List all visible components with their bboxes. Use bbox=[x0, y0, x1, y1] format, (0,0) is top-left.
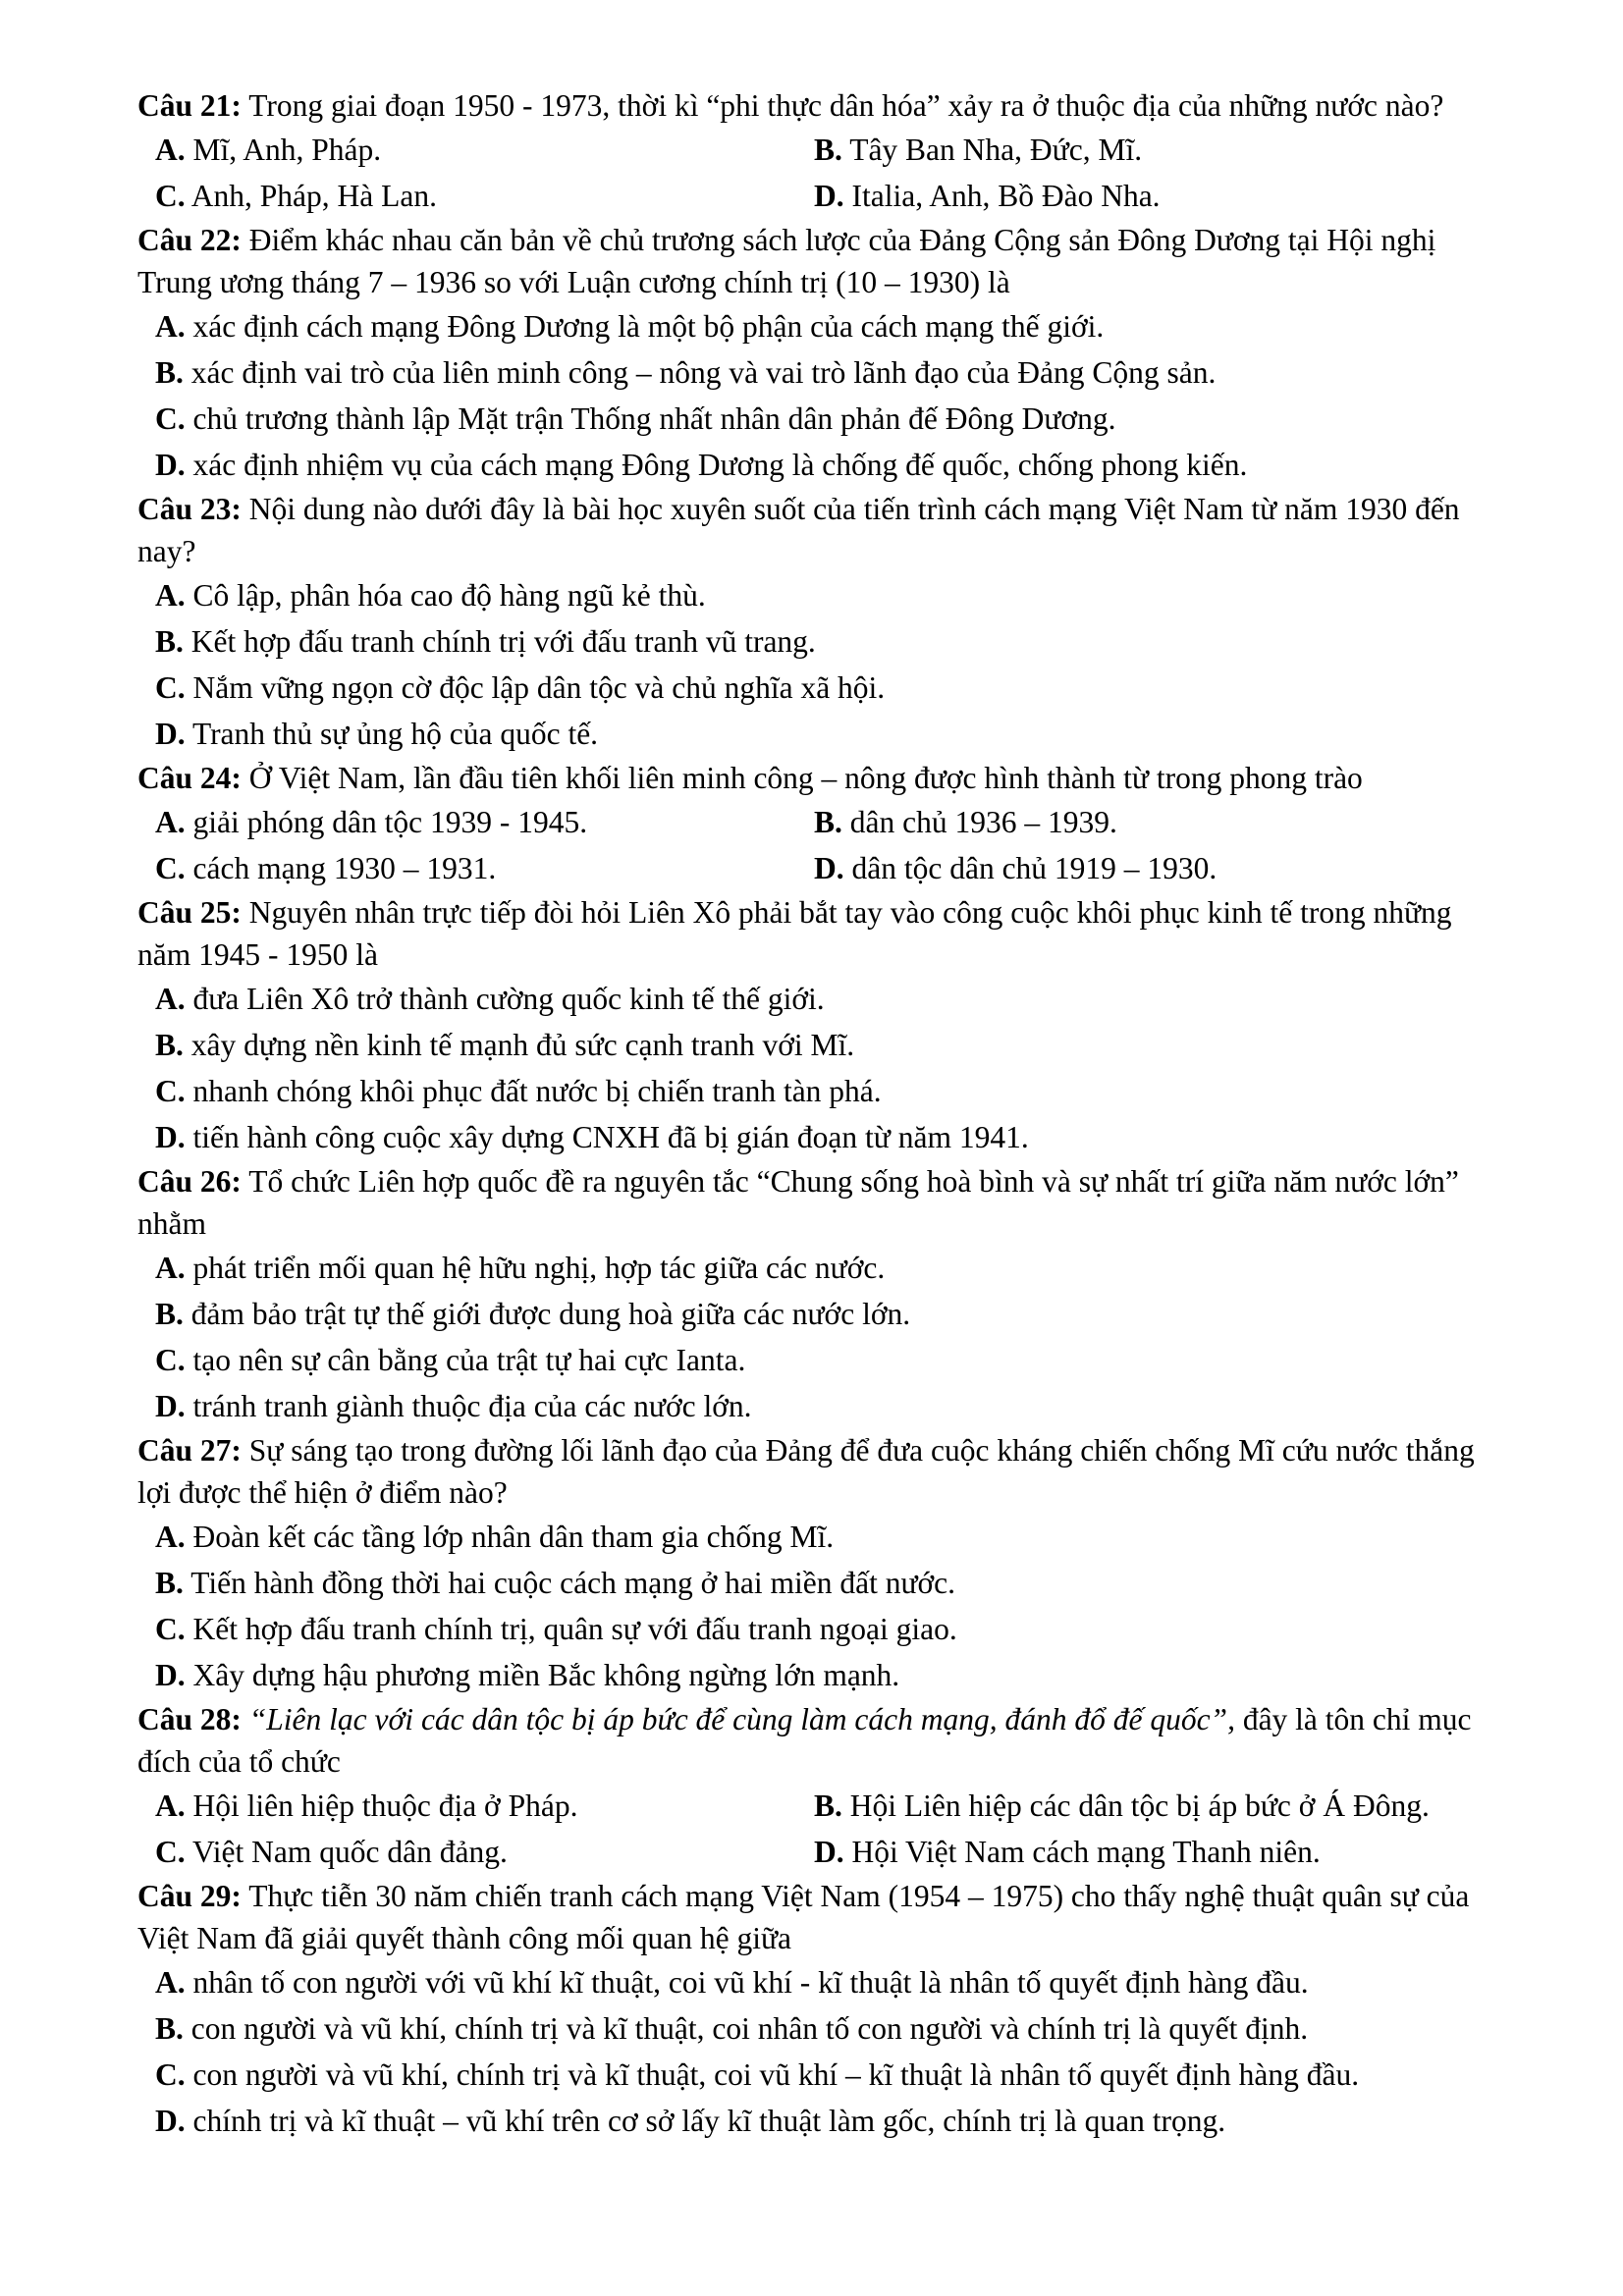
option-d[interactable] bbox=[137, 1114, 1512, 1160]
answer-options bbox=[137, 1245, 1512, 1429]
option-d[interactable] bbox=[814, 845, 1217, 891]
answer-options bbox=[137, 127, 1512, 219]
option-text: Việt Nam quốc dân đảng. bbox=[191, 1835, 508, 1869]
question-text: đây là tôn chỉ mục đích của tổ chức bbox=[137, 1702, 1472, 1779]
question-24 bbox=[137, 757, 1512, 891]
option-text: tạo nên sự cân bằng của trật tự hai cực Ianta. bbox=[192, 1343, 746, 1377]
option-a[interactable] bbox=[137, 1245, 1512, 1291]
option-text: Tranh thủ sự ủng hộ của quốc tế. bbox=[191, 717, 599, 751]
option-letter: A. bbox=[155, 1520, 186, 1554]
option-letter: A. bbox=[155, 1251, 186, 1285]
option-letter: D. bbox=[155, 1389, 186, 1423]
option-letter: C. bbox=[155, 1612, 186, 1646]
option-a[interactable] bbox=[137, 1783, 814, 1829]
option-c[interactable] bbox=[137, 1337, 1512, 1383]
option-text: xác định nhiệm vụ của cách mạng Đông Dương là chống đế quốc, chống phong kiến. bbox=[192, 448, 1248, 482]
option-letter: A. bbox=[155, 1965, 186, 2000]
option-a[interactable] bbox=[137, 1514, 1512, 1560]
option-text: chủ trương thành lập Mặt trận Thống nhất nhân dân phản đế Đông Dương. bbox=[192, 401, 1116, 436]
question-number: Câu 23: bbox=[137, 492, 242, 526]
option-b[interactable] bbox=[814, 1783, 1430, 1829]
option-text: Tây Ban Nha, Đức, Mĩ. bbox=[849, 133, 1143, 167]
question-stem bbox=[137, 757, 1512, 799]
option-text: Đoàn kết các tầng lớp nhân dân tham gia chống Mĩ. bbox=[192, 1520, 835, 1554]
option-a[interactable] bbox=[137, 572, 1512, 618]
option-c[interactable] bbox=[137, 1068, 1512, 1114]
answer-options bbox=[137, 1959, 1512, 2144]
option-c[interactable] bbox=[137, 173, 814, 219]
question-stem bbox=[137, 1698, 1512, 1783]
option-text: xây dựng nền kinh tế mạnh đủ sức cạnh tranh với Mĩ. bbox=[190, 1028, 855, 1062]
option-d[interactable] bbox=[137, 711, 1512, 757]
option-letter: A. bbox=[155, 133, 186, 167]
question-stem bbox=[137, 1875, 1512, 1959]
option-text: dân tộc dân chủ 1919 – 1930. bbox=[851, 851, 1217, 885]
option-text: tiến hành công cuộc xây dựng CNXH đã bị gián đoạn từ năm 1941. bbox=[192, 1120, 1029, 1154]
option-letter: D. bbox=[155, 717, 186, 751]
question-number: Câu 28: bbox=[137, 1702, 242, 1736]
option-c[interactable] bbox=[137, 665, 1512, 711]
question-25 bbox=[137, 891, 1512, 1160]
option-letter: C. bbox=[155, 1835, 186, 1869]
option-text: con người và vũ khí, chính trị và kĩ thuật, coi vũ khí – kĩ thuật là nhân tố quyết định hàng đầu. bbox=[192, 2057, 1360, 2092]
question-number: Câu 24: bbox=[137, 761, 242, 795]
option-letter: A. bbox=[155, 805, 186, 839]
option-letter: C. bbox=[155, 851, 186, 885]
option-letter: B. bbox=[155, 624, 184, 659]
option-a[interactable] bbox=[137, 976, 1512, 1022]
option-text: Hội Việt Nam cách mạng Thanh niên. bbox=[851, 1835, 1321, 1869]
option-c[interactable] bbox=[137, 2052, 1512, 2098]
option-d[interactable] bbox=[137, 1652, 1512, 1698]
option-letter: A. bbox=[155, 1789, 186, 1823]
question-26 bbox=[137, 1160, 1512, 1429]
question-text: Nội dung nào dưới đây là bài học xuyên suốt của tiến trình cách mạng Việt Nam từ năm 1930 đến nay? bbox=[137, 492, 1460, 568]
option-text: xác định vai trò của liên minh công – nông và vai trò lãnh đạo của Đảng Cộng sản. bbox=[190, 355, 1217, 390]
question-stem bbox=[137, 219, 1512, 303]
option-text: Hội Liên hiệp các dân tộc bị áp bức ở Á Đông. bbox=[849, 1789, 1430, 1823]
question-number: Câu 22: bbox=[137, 223, 242, 257]
question-number: Câu 26: bbox=[137, 1164, 242, 1199]
option-b[interactable] bbox=[814, 799, 1117, 845]
option-c[interactable] bbox=[137, 1829, 814, 1875]
option-text: Xây dựng hậu phương miền Bắc không ngừng lớn mạnh. bbox=[192, 1658, 900, 1692]
option-letter: A. bbox=[155, 982, 186, 1016]
option-text: đảm bảo trật tự thế giới được dung hoà giữa các nước lớn. bbox=[190, 1297, 911, 1331]
question-number: Câu 29: bbox=[137, 1879, 242, 1913]
option-text: tránh tranh giành thuộc địa của các nước lớn. bbox=[192, 1389, 752, 1423]
question-27 bbox=[137, 1429, 1512, 1698]
question-text: Ở Việt Nam, lần đầu tiên khối liên minh công – nông được hình thành từ trong phong trào bbox=[248, 761, 1363, 795]
question-number: Câu 25: bbox=[137, 895, 242, 930]
option-letter: D. bbox=[814, 179, 844, 213]
question-text: Thực tiễn 30 năm chiến tranh cách mạng Việt Nam (1954 – 1975) cho thấy nghệ thuật quân sự của Việt Nam đã giải quyết thành công mối quan hệ giữa bbox=[137, 1879, 1470, 1955]
option-letter: D. bbox=[155, 448, 186, 482]
answer-options bbox=[137, 799, 1512, 891]
option-text: giải phóng dân tộc 1939 - 1945. bbox=[192, 805, 588, 839]
question-28 bbox=[137, 1698, 1512, 1875]
option-b[interactable] bbox=[137, 1022, 1512, 1068]
option-text: cách mạng 1930 – 1931. bbox=[192, 851, 497, 885]
question-22 bbox=[137, 219, 1512, 488]
option-text: Italia, Anh, Bồ Đào Nha. bbox=[851, 179, 1161, 213]
option-a[interactable] bbox=[137, 1959, 1512, 2005]
question-23 bbox=[137, 488, 1512, 757]
answer-options bbox=[137, 303, 1512, 488]
option-a[interactable] bbox=[137, 799, 814, 845]
option-d[interactable] bbox=[137, 1383, 1512, 1429]
option-text: phát triển mối quan hệ hữu nghị, hợp tác giữa các nước. bbox=[192, 1251, 886, 1285]
option-b[interactable] bbox=[137, 618, 1512, 665]
option-letter: D. bbox=[155, 2104, 186, 2138]
option-letter: D. bbox=[155, 1658, 186, 1692]
question-29 bbox=[137, 1875, 1512, 2144]
option-text: Kết hợp đấu tranh chính trị với đấu tranh vũ trang. bbox=[190, 624, 816, 659]
question-number: Câu 27: bbox=[137, 1433, 242, 1468]
option-text: Mĩ, Anh, Pháp. bbox=[192, 133, 382, 167]
option-letter: B. bbox=[155, 1297, 184, 1331]
question-stem bbox=[137, 488, 1512, 572]
option-d[interactable] bbox=[137, 442, 1512, 488]
question-quote: “Liên lạc với các dân tộc bị áp bức để cùng làm cách mạng, đánh đổ đế quốc”, bbox=[248, 1702, 1235, 1736]
question-stem bbox=[137, 891, 1512, 976]
answer-options bbox=[137, 1514, 1512, 1698]
option-text: con người và vũ khí, chính trị và kĩ thuật, coi nhân tố con người và chính trị là quyết định. bbox=[190, 2011, 1309, 2046]
option-c[interactable] bbox=[137, 396, 1512, 442]
question-stem bbox=[137, 1160, 1512, 1245]
option-text: chính trị và kĩ thuật – vũ khí trên cơ sở lấy kĩ thuật làm gốc, chính trị là quan trọng. bbox=[192, 2104, 1226, 2138]
option-b[interactable] bbox=[137, 1560, 1512, 1606]
option-text: Tiến hành đồng thời hai cuộc cách mạng ở hai miền đất nước. bbox=[190, 1566, 956, 1600]
question-text: Trong giai đoạn 1950 - 1973, thời kì “phi thực dân hóa” xảy ra ở thuộc địa của những nước nào? bbox=[248, 88, 1444, 123]
option-text: Cô lập, phân hóa cao độ hàng ngũ kẻ thù. bbox=[192, 578, 706, 613]
option-a[interactable] bbox=[137, 303, 1512, 349]
exam-page bbox=[137, 84, 1512, 2144]
option-letter: B. bbox=[814, 805, 842, 839]
option-letter: C. bbox=[155, 1343, 186, 1377]
option-a[interactable] bbox=[137, 127, 814, 173]
option-text: Hội liên hiệp thuộc địa ở Pháp. bbox=[192, 1789, 578, 1823]
option-letter: C. bbox=[155, 2057, 186, 2092]
option-c[interactable] bbox=[137, 1606, 1512, 1652]
answer-options bbox=[137, 976, 1512, 1160]
option-letter: D. bbox=[155, 1120, 186, 1154]
option-d[interactable] bbox=[814, 1829, 1321, 1875]
option-text: đưa Liên Xô trở thành cường quốc kinh tế thế giới. bbox=[192, 982, 825, 1016]
answer-options bbox=[137, 572, 1512, 757]
option-d[interactable] bbox=[137, 2098, 1512, 2144]
option-text: dân chủ 1936 – 1939. bbox=[849, 805, 1117, 839]
option-text: Nắm vững ngọn cờ độc lập dân tộc và chủ nghĩa xã hội. bbox=[192, 670, 886, 705]
option-letter: B. bbox=[155, 1028, 184, 1062]
option-letter: A. bbox=[155, 309, 186, 344]
option-b[interactable] bbox=[814, 127, 1142, 173]
option-text: Anh, Pháp, Hà Lan. bbox=[190, 179, 437, 213]
option-letter: C. bbox=[155, 179, 186, 213]
option-letter: D. bbox=[814, 1835, 844, 1869]
question-text: Sự sáng tạo trong đường lối lãnh đạo của Đảng để đưa cuộc kháng chiến chống Mĩ cứu nước thắng lợi được thể hiện ở điểm nào? bbox=[137, 1433, 1475, 1510]
answer-options bbox=[137, 1783, 1512, 1875]
option-text: Kết hợp đấu tranh chính trị, quân sự với đấu tranh ngoại giao. bbox=[192, 1612, 957, 1646]
option-c[interactable] bbox=[137, 845, 814, 891]
question-stem bbox=[137, 84, 1512, 127]
option-letter: C. bbox=[155, 1074, 186, 1108]
question-stem bbox=[137, 1429, 1512, 1514]
question-text: Nguyên nhân trực tiếp đòi hỏi Liên Xô phải bắt tay vào công cuộc khôi phục kinh tế trong những năm 1945 - 1950 là bbox=[137, 895, 1452, 972]
option-letter: C. bbox=[155, 670, 186, 705]
question-number: Câu 21: bbox=[137, 88, 242, 123]
question-21 bbox=[137, 84, 1512, 219]
option-b[interactable] bbox=[137, 349, 1512, 396]
option-b[interactable] bbox=[137, 1291, 1512, 1337]
option-b[interactable] bbox=[137, 2005, 1512, 2052]
option-letter: C. bbox=[155, 401, 186, 436]
option-letter: B. bbox=[155, 2011, 184, 2046]
option-letter: D. bbox=[814, 851, 844, 885]
option-d[interactable] bbox=[814, 173, 1161, 219]
option-letter: B. bbox=[814, 1789, 842, 1823]
option-letter: B. bbox=[155, 355, 184, 390]
question-text: Điểm khác nhau căn bản về chủ trương sách lược của Đảng Cộng sản Đông Dương tại Hội nghị Trung ương tháng 7 – 1936 so với Luận cương chính trị (10 – 1930) là bbox=[137, 223, 1436, 299]
option-text: nhân tố con người với vũ khí kĩ thuật, coi vũ khí - kĩ thuật là nhân tố quyết định hàng đầu. bbox=[192, 1965, 1309, 2000]
option-text: xác định cách mạng Đông Dương là một bộ phận của cách mạng thế giới. bbox=[192, 309, 1105, 344]
option-letter: B. bbox=[814, 133, 842, 167]
option-letter: A. bbox=[155, 578, 186, 613]
option-text: nhanh chóng khôi phục đất nước bị chiến tranh tàn phá. bbox=[192, 1074, 882, 1108]
option-letter: B. bbox=[155, 1566, 184, 1600]
question-text: Tổ chức Liên hợp quốc đề ra nguyên tắc “Chung sống hoà bình và sự nhất trí giữa năm nước lớn” nhằm bbox=[137, 1164, 1459, 1241]
